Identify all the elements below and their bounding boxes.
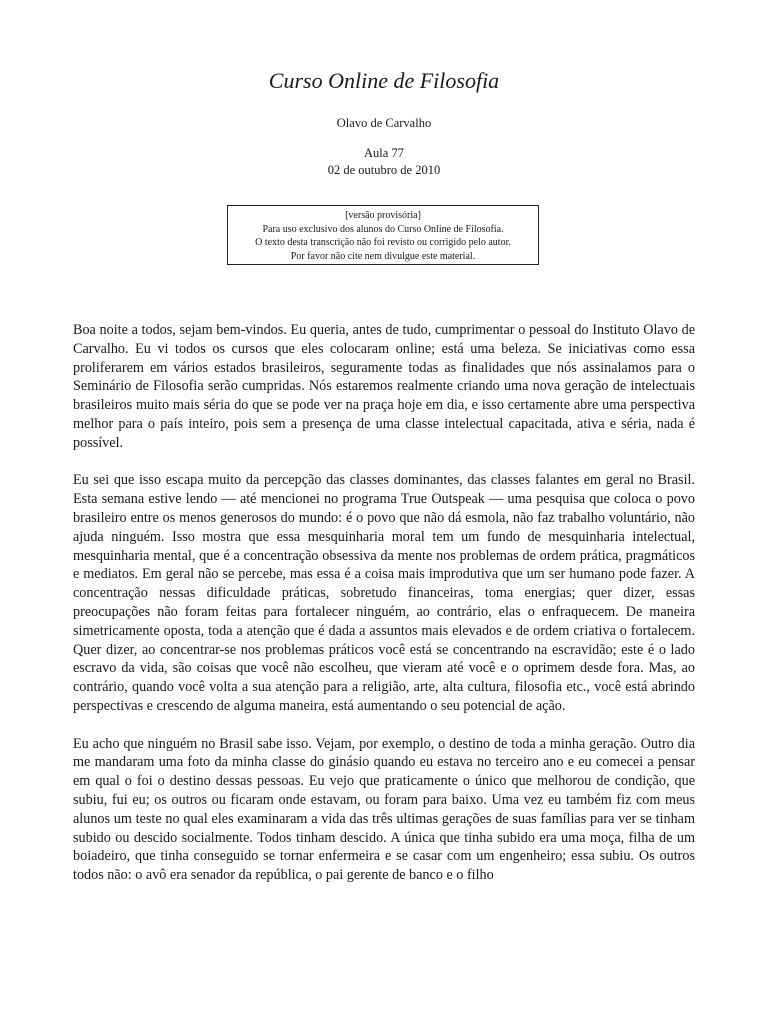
notice-line-exclusive-use: Para uso exclusivo dos alunos do Curso Online de Filosofia.: [262, 223, 504, 235]
lesson-date: 02 de outubro de 2010: [327, 163, 441, 177]
provisional-notice-box: [227, 205, 539, 265]
body-text: [73, 321, 695, 904]
notice-line-version: [versão provisória]: [345, 210, 421, 221]
lesson-number: Aula 77: [364, 146, 404, 160]
notice-line-do-not-cite: Por favor não cite nem divulgue este material.: [290, 250, 476, 262]
document-author: Olavo de Carvalho: [336, 116, 432, 130]
paragraph-3: Eu acho que ninguém no Brasil sabe isso. Vejam, por exemplo, o destino de toda a minha geração. Outro dia me mandaram uma foto da minha classe do ginásio quando eu estava no terceiro ano e eu comecei a pensar em qual o foi o destino dessas pessoas. Eu vejo que praticamente o único que melhorou de condição, que subiu, fui eu; os outros ou ficaram onde estavam, ou foram para baixo. Uma vez eu também fiz com meus alunos um teste no qual eles examinaram a vida das três ultimas gerações de suas famílias para ver se tinham subido ou descido socialmente. Todos tinham descido. A única que tinha subido era uma moça, filha de um boiadeiro, que tinha conseguido se tornar enfermeira e se casar com um engenheiro; essa subiu. Os outros todos não: o avô era senador da república, o pai gerente de banco e o filho: [73, 735, 695, 884]
paragraph-2: Eu sei que isso escapa muito da percepção das classes dominantes, das classes falantes em geral no Brasil. Esta semana estive lendo — até mencionei no programa True Outspeak — uma pesquisa que coloca o povo brasileiro entre os menos generosos do mundo: é o povo que não dá esmola, não faz trabalho voluntário, não ajuda ninguém. Isso mostra que essa mesquinharia moral tem um fundo de mesquinharia intelectual, mesquinharia mental, que é a concentração obsessiva da mente nos problemas de ordem prática, pragmáticos e mediatos. Em geral não se percebe, mas essa é a coisa mais improdutiva que um ser humano pode fazer. A concentração nessas dificuldade práticas, sobretudo financeiras, toma energias; quer dizer, essas preocupações não foram feitas para fortalecer ninguém, ao contrário, elas o enfraquecem. De maneira simetricamente oposta, toda a atenção que é dada a assuntos mais elevados e de ordem criativa o fortalecem. Quer dizer, ao concentrar-se nos problemas práticos você está se concentrando na escravidão; este é o lado escravo da vida, são coisas que você não escolheu, que vieram até você e o oprimem desde fora. Mas, ao contrário, quando você volta a sua atenção para a religião, arte, alta cultura, filosofia etc., você está abrindo perspectivas e crescendo de alguma maneira, está aumentando o seu potencial de ação.: [73, 472, 695, 714]
notice-line-not-reviewed: O texto desta transcrição não foi revisto ou corrigido pelo autor.: [255, 237, 511, 248]
paragraph-1: Boa noite a todos, sejam bem-vindos. Eu queria, antes de tudo, cumprimentar o pessoal do Instituto Olavo de Carvalho. Eu vi todos os cursos que eles colocaram online; está uma beleza. Se iniciativas como essa proliferarem em vários estados brasileiros, seguramente todas as finalidades que nós assinalamos para o Seminário de Filosofia serão cumpridas. Nós estaremos realmente criando uma nova geração de intelectuais brasileiros muito mais séria do que se pode ver na praça hoje em dia, e isso certamente abre uma perspectiva melhor para o país inteiro, pois sem a presença de uma classe intelectual capacitada, ativa e séria, nada é possível.: [73, 322, 695, 451]
document-title: Curso Online de Filosofia: [268, 68, 500, 93]
